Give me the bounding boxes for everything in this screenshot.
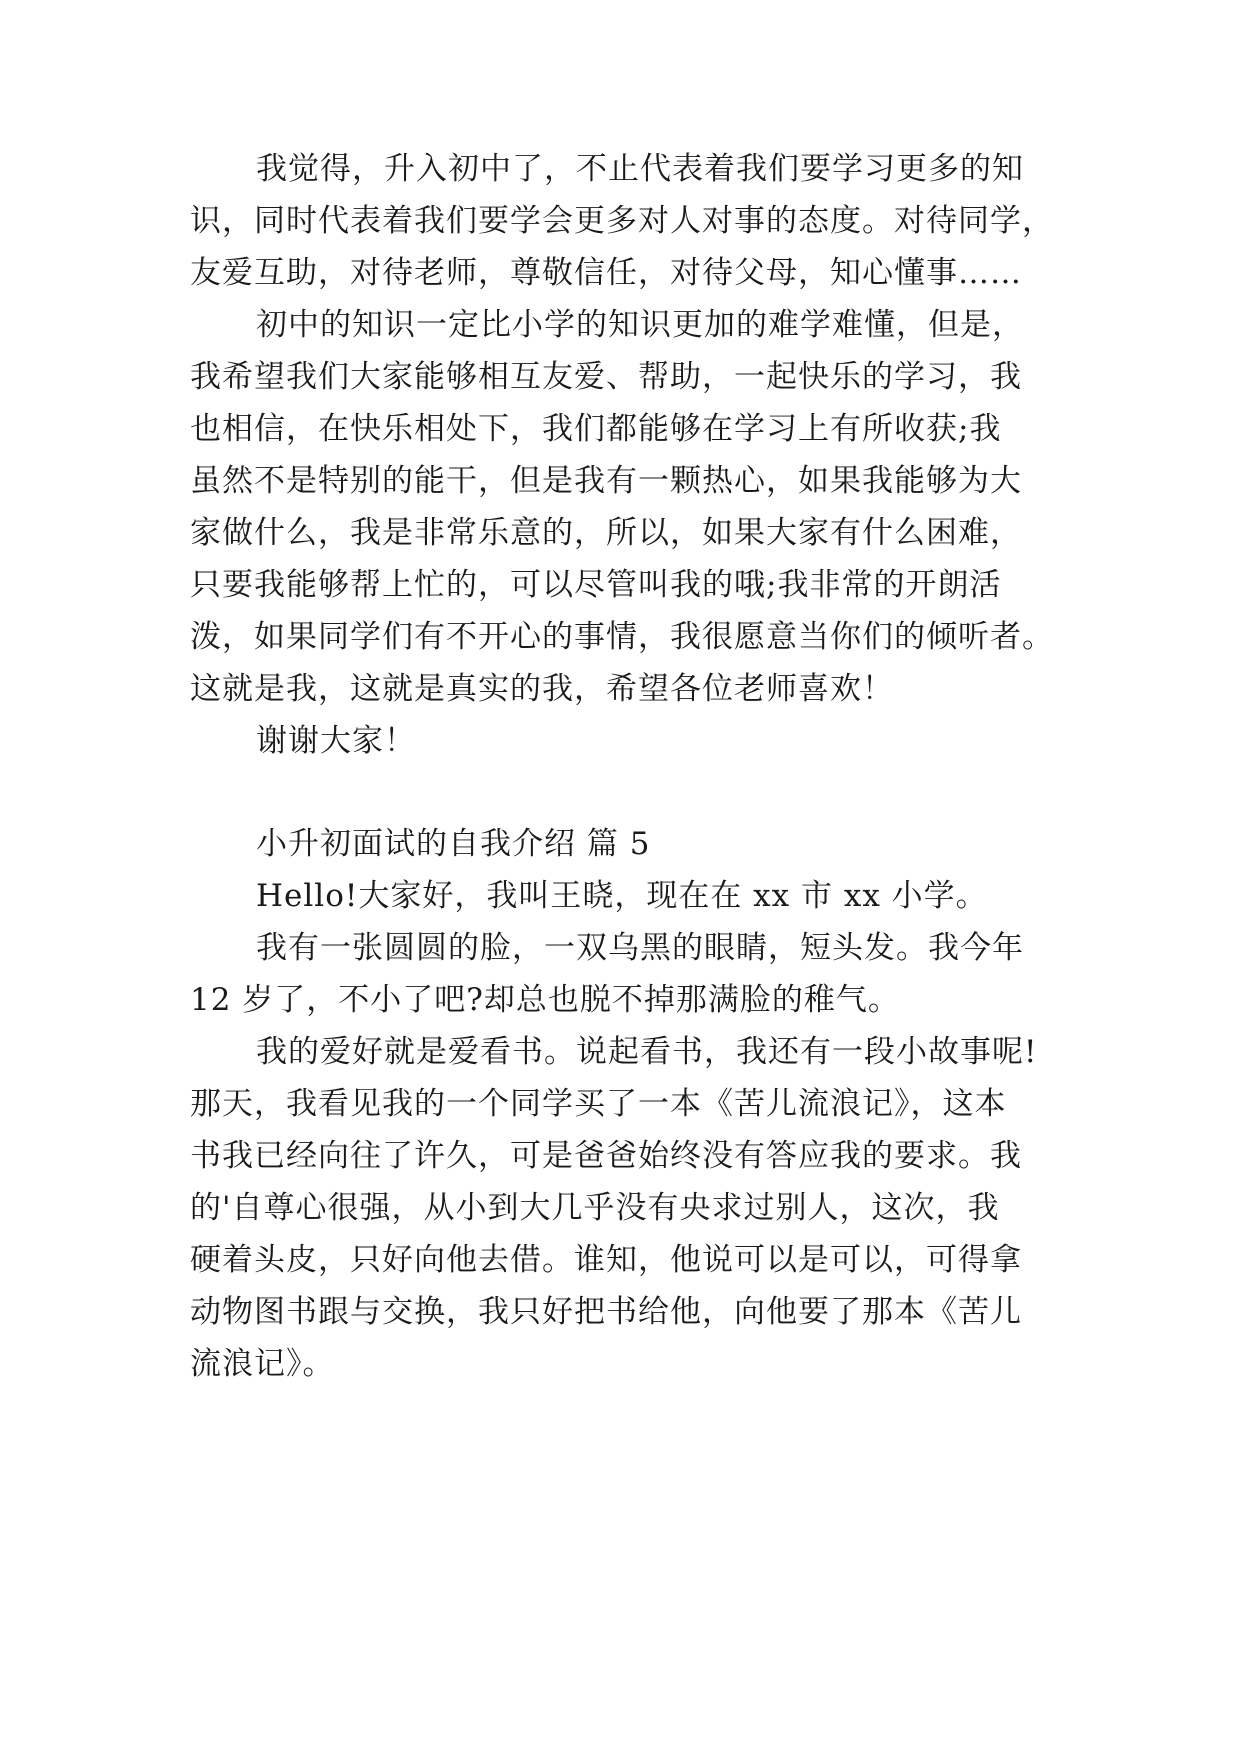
paragraph-line: 那天，我看见我的一个同学买了一本《苦儿流浪记》，这本 — [190, 1086, 1007, 1122]
closing-line: 谢谢大家！ — [256, 723, 416, 759]
paragraph-line: 只要我能够帮上忙的，可以尽管叫我的哦;我非常的开朗活 — [190, 567, 1002, 603]
paragraph-line: 书我已经向往了许久，可是爸爸始终没有答应我的要求。我 — [190, 1138, 1022, 1174]
paragraph-line: 这就是我，这就是真实的我，希望各位老师喜欢！ — [190, 671, 894, 707]
paragraph-line: 虽然不是特别的能干，但是我有一颗热心，如果我能够为大 — [190, 463, 1022, 499]
paragraph-line: 我希望我们大家能够相互友爱、帮助，一起快乐的学习，我 — [190, 359, 1022, 395]
paragraph-line: 识，同时代表着我们要学会更多对人对事的态度。对待同学， — [190, 203, 1054, 239]
paragraph-line: Hello!大家好，我叫王晓，现在在 xx 市 xx 小学。 — [256, 878, 988, 914]
paragraph-line: 我的爱好就是爱看书。说起看书，我还有一段小故事呢! — [256, 1034, 1038, 1070]
paragraph-line: 硬着头皮，只好向他去借。谁知，他说可以是可以，可得拿 — [190, 1242, 1022, 1278]
paragraph-line: 流浪记》。 — [190, 1346, 335, 1382]
paragraph-line: 初中的知识一定比小学的知识更加的难学难懂，但是， — [256, 307, 1024, 343]
paragraph-line: 友爱互助，对待老师，尊敬信任，对待父母，知心懂事…… — [190, 255, 1022, 291]
section-heading: 小升初面试的自我介绍 篇 5 — [256, 826, 651, 862]
paragraph-line: 家做什么，我是非常乐意的，所以，如果大家有什么困难， — [190, 515, 1022, 551]
paragraph-line: 12 岁了，不小了吧?却总也脱不掉那满脸的稚气。 — [190, 982, 900, 1018]
paragraph-line: 我觉得，升入初中了，不止代表着我们要学习更多的知 — [256, 151, 1024, 187]
paragraph-line: 也相信，在快乐相处下，我们都能够在学习上有所收获;我 — [190, 411, 1002, 447]
paragraph-line: 动物图书跟与交换，我只好把书给他，向他要了那本《苦儿 — [190, 1294, 1022, 1330]
paragraph-line: 的'自尊心很强，从小到大几乎没有央求过别人，这次，我 — [190, 1190, 1000, 1226]
paragraph-line: 泼，如果同学们有不开心的事情，我很愿意当你们的倾听者。 — [190, 619, 1054, 655]
paragraph-line: 我有一张圆圆的脸，一双乌黑的眼睛，短头发。我今年 — [256, 930, 1024, 966]
